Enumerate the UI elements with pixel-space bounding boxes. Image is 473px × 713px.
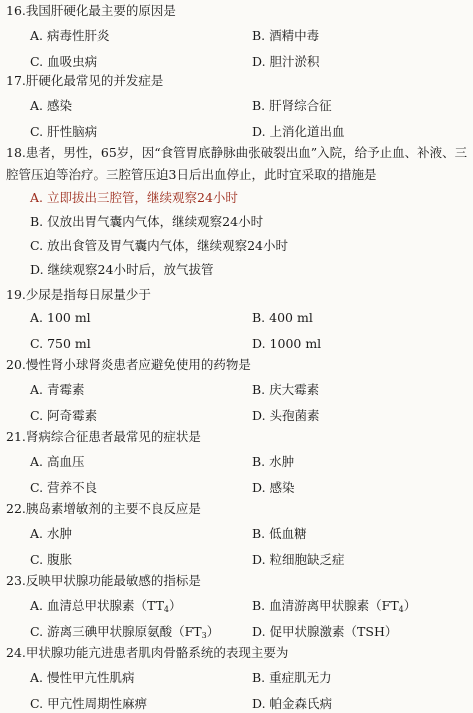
- question-16: [6, 0, 469, 74]
- question-19: [6, 284, 469, 358]
- option-c[interactable]: C. 甲亢性周期性麻痹: [30, 696, 148, 711]
- option-b[interactable]: B. 血清游离甲状腺素$(FT_4)$: [252, 598, 417, 614]
- options-row: [6, 520, 469, 546]
- question-20: [6, 354, 469, 428]
- option-a[interactable]: A. 立即拔出三腔管，继续观察24小时: [30, 190, 238, 205]
- question-18: [6, 142, 469, 282]
- option-b[interactable]: B. 低血糖: [252, 526, 307, 541]
- options-list: [6, 186, 469, 282]
- option-c[interactable]: C. 放出食管及胃气囊内气体，继续观察24小时: [30, 238, 288, 253]
- options-row: [6, 118, 469, 144]
- options-row: [6, 690, 469, 712]
- options-row: [6, 92, 469, 118]
- question-stem: 18.患者，男性，65岁，因“食管胃底静脉曲张破裂出血”入院，给予止血、补液、三: [6, 145, 468, 160]
- option-b[interactable]: B. 重症肌无力: [252, 670, 332, 685]
- option-b[interactable]: B. 水肿: [252, 454, 295, 469]
- options-row: [6, 306, 469, 332]
- option-c[interactable]: C. 游离三碘甲状腺原氨酸$(FT_3)$: [30, 624, 220, 640]
- option-d[interactable]: D. 粒细胞缺乏症: [252, 552, 345, 567]
- option-b[interactable]: B. 肝肾综合征: [252, 98, 332, 113]
- option-d[interactable]: D. 1000 ml: [252, 336, 322, 351]
- options-row: [6, 448, 469, 474]
- option-b[interactable]: B. 酒精中毒: [252, 28, 320, 43]
- option-d[interactable]: D. 继续观察24小时后，放气拔管: [30, 262, 214, 277]
- question-stem: 23.反映甲状腺功能最敏感的指标是: [6, 573, 201, 588]
- question-24: [6, 642, 469, 712]
- option-a[interactable]: A. 血清总甲状腺素$(TT_4)$: [30, 598, 182, 614]
- option-d[interactable]: D. 感染: [252, 480, 295, 495]
- question-stem: 19.少尿是指每日尿量少于: [6, 287, 151, 302]
- options-row: [6, 592, 469, 618]
- option-a[interactable]: A. 感染: [30, 98, 73, 113]
- option-c[interactable]: C. 肝性脑病: [30, 124, 98, 139]
- option-b[interactable]: B. 庆大霉素: [252, 382, 320, 397]
- question-stem: 17.肝硬化最常见的并发症是: [6, 73, 164, 88]
- option-b[interactable]: B. 400 ml: [252, 310, 313, 325]
- options-row: [6, 402, 469, 428]
- option-a[interactable]: A. 高血压: [30, 454, 85, 469]
- option-a[interactable]: A. 病毒性肝炎: [30, 28, 110, 43]
- option-a[interactable]: A. 青霉素: [30, 382, 85, 397]
- option-a[interactable]: A. 慢性甲亢性肌病: [30, 670, 135, 685]
- option-a[interactable]: A. 水肿: [30, 526, 73, 541]
- question-stem: 21.肾病综合征患者最常见的症状是: [6, 429, 201, 444]
- options-row: [6, 22, 469, 48]
- option-c[interactable]: C. 腹胀: [30, 552, 73, 567]
- options-row: [6, 546, 469, 572]
- option-a[interactable]: A. 100 ml: [30, 310, 91, 325]
- question-21: [6, 426, 469, 500]
- option-c[interactable]: C. 营养不良: [30, 480, 98, 495]
- option-c[interactable]: C. 750 ml: [30, 336, 91, 351]
- option-d[interactable]: D. 促甲状腺激素（TSH）: [252, 624, 398, 639]
- question-17: [6, 70, 469, 144]
- question-22: [6, 498, 469, 572]
- options-row: [6, 618, 469, 644]
- option-b[interactable]: B. 仅放出胃气囊内气体，继续观察24小时: [30, 214, 264, 229]
- option-d[interactable]: D. 帕金森氏病: [252, 696, 333, 711]
- question-stem: 16.我国肝硬化最主要的原因是: [6, 3, 176, 18]
- options-row: [6, 474, 469, 500]
- question-stem: 22.胰岛素增敏剂的主要不良反应是: [6, 501, 201, 516]
- option-d[interactable]: D. 胆汁淤积: [252, 54, 320, 69]
- option-d[interactable]: D. 头孢菌素: [252, 408, 320, 423]
- question-stem-continued: 腔管压迫等治疗。三腔管压迫3日后出血停止，此时宜采取的措施是: [6, 167, 377, 182]
- option-c[interactable]: C. 阿奇霉素: [30, 408, 98, 423]
- question-stem: 24.甲状腺功能亢进患者肌肉骨骼系统的表现主要为: [6, 645, 289, 660]
- question-stem: 20.慢性肾小球肾炎患者应避免使用的药物是: [6, 357, 251, 372]
- options-row: [6, 376, 469, 402]
- option-c[interactable]: C. 血吸虫病: [30, 54, 98, 69]
- option-d[interactable]: D. 上消化道出血: [252, 124, 345, 139]
- options-row: [6, 664, 469, 690]
- question-23: [6, 570, 469, 644]
